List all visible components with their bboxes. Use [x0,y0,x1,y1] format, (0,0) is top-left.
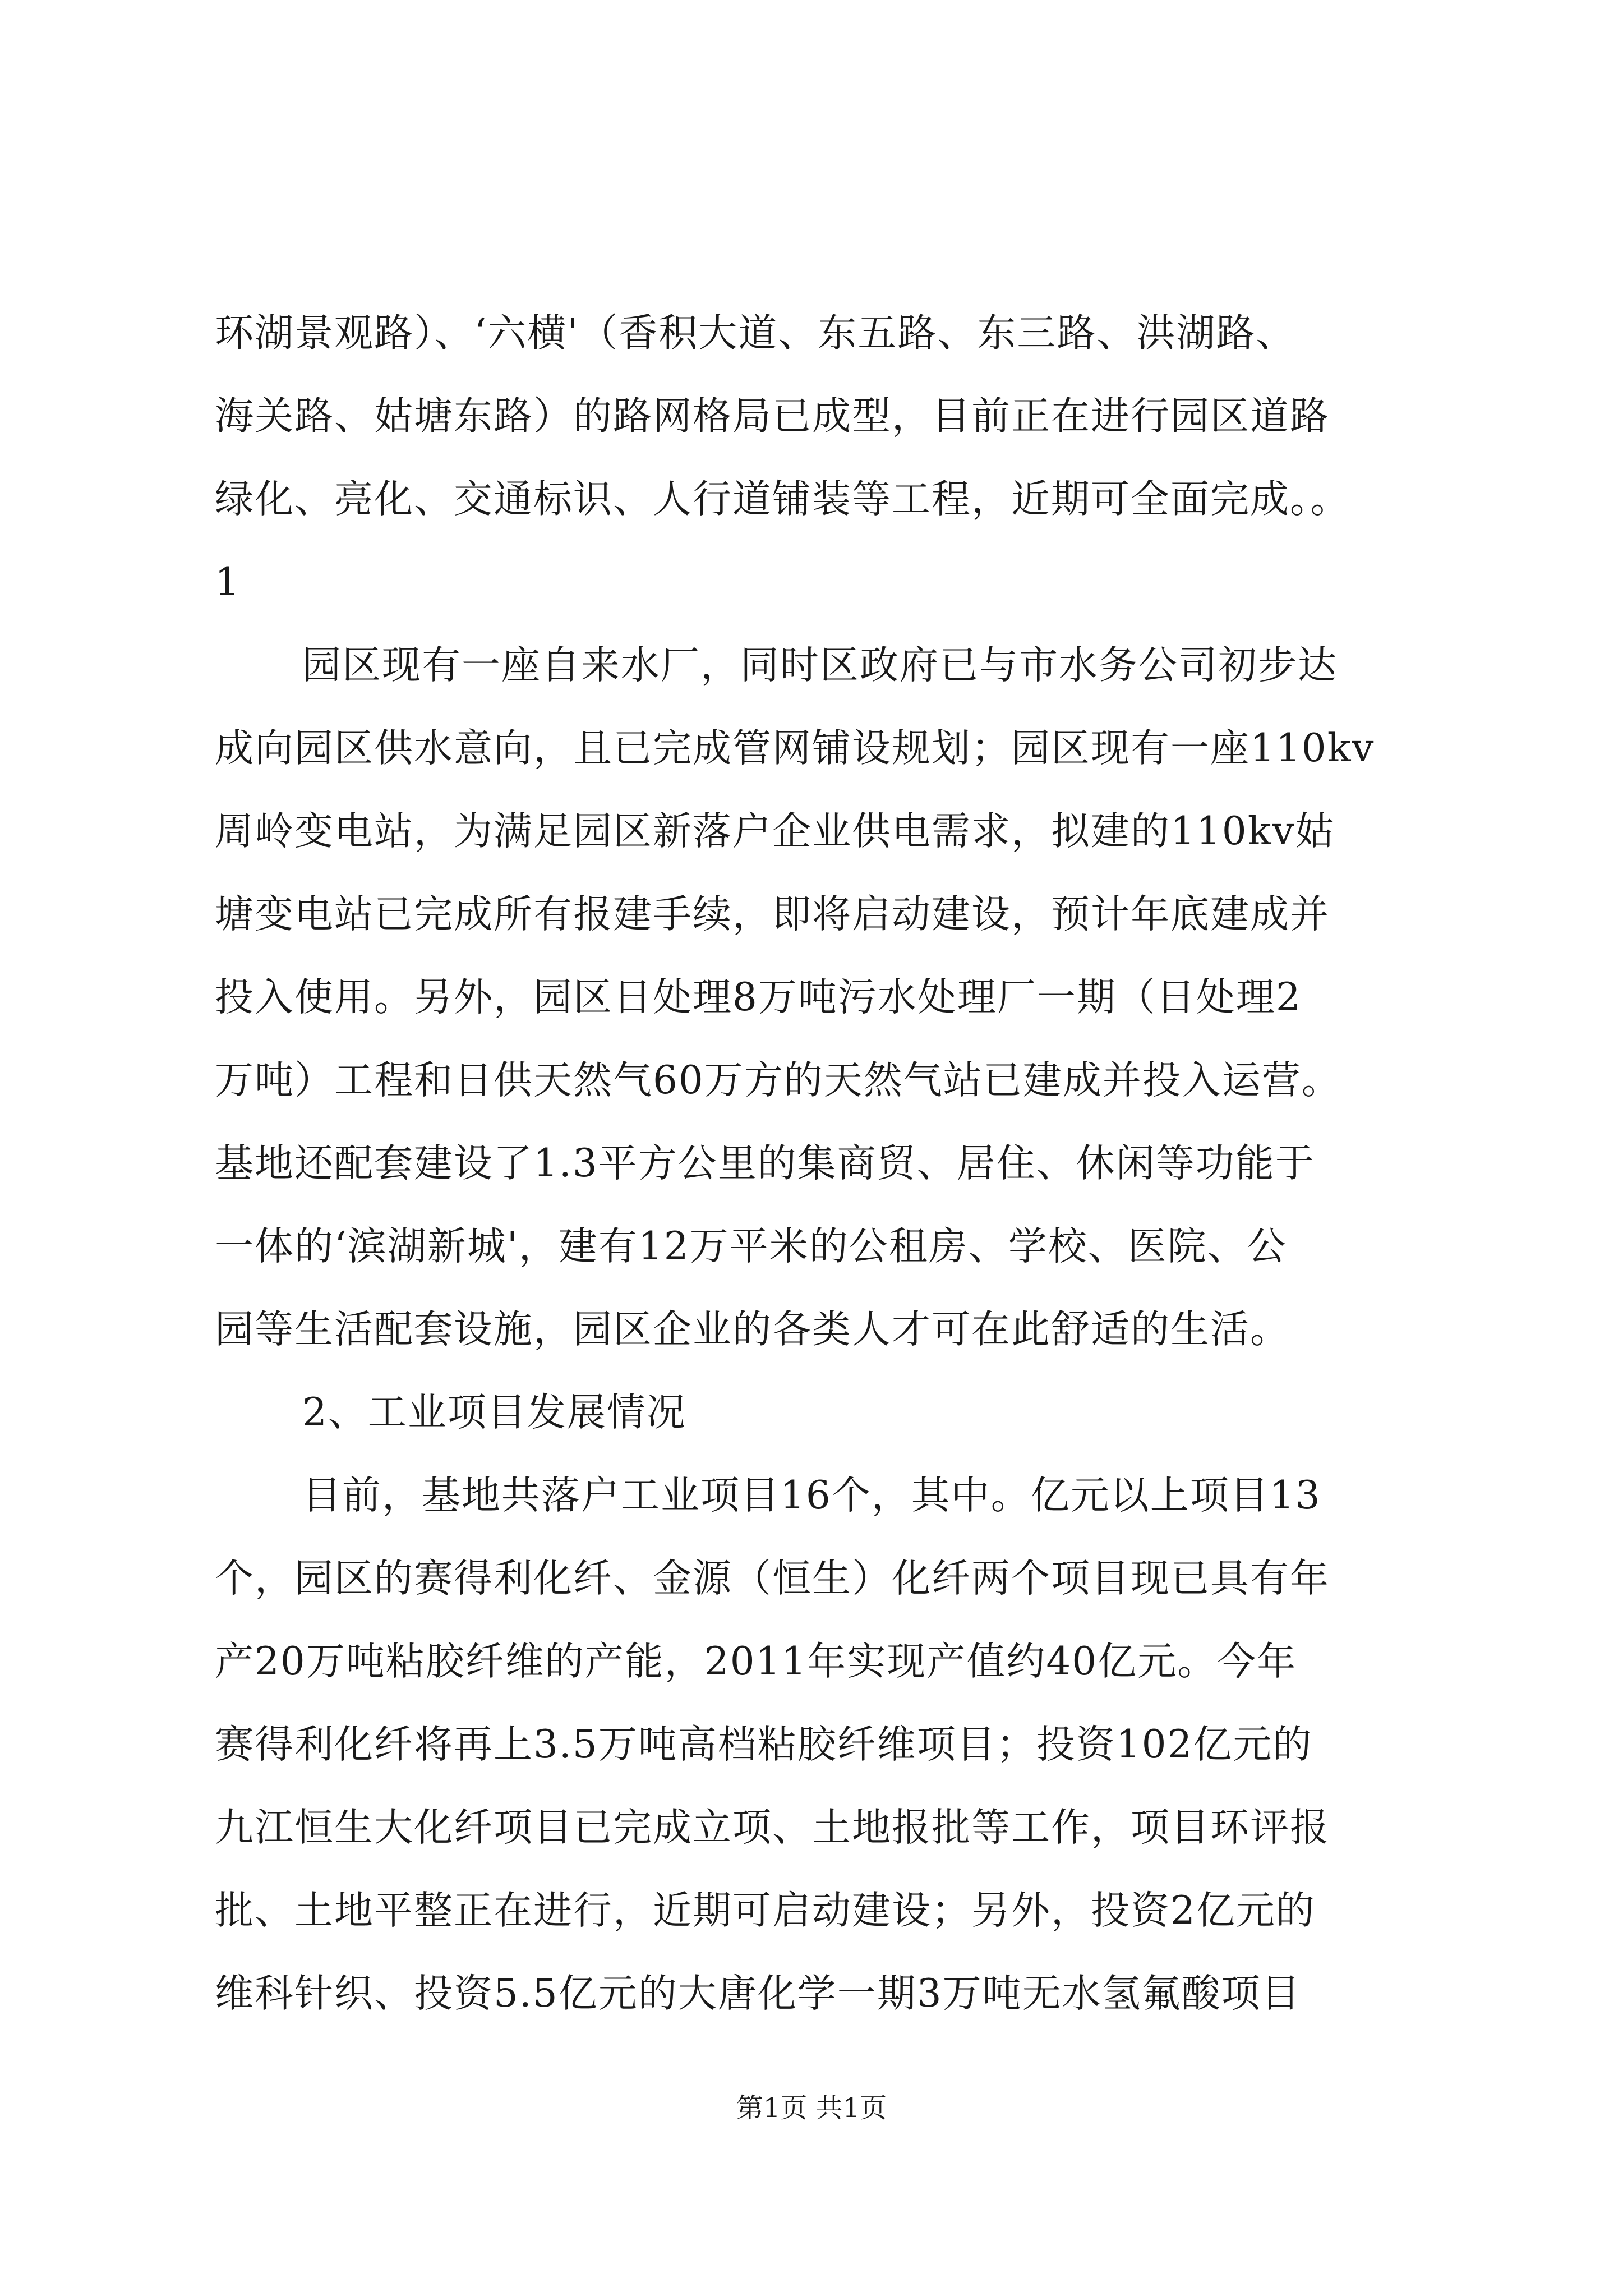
text-line: 九江恒生大化纤项目已完成立项、土地报批等工作，项目环评报 [215,1805,1330,1850]
text-line: 塘变电站已完成所有报建手续，即将启动建设，预计年底建成并 [215,892,1330,937]
page-footer [0,2091,1623,2125]
text-line: 基地还配套建设了1.3平方公里的集商贸、居住、休闲等功能于 [215,1141,1315,1186]
text-line: 目前，基地共落户工业项目16个，其中。亿元以上项目13 [302,1473,1321,1518]
text-line: 产20万吨粘胶纤维的产能，2011年实现产值约40亿元。今年 [215,1639,1297,1684]
page-number-label: 第1页 共1页 [736,2092,887,2124]
text-line: 园等生活配套设施，园区企业的各类人才可在此舒适的生活。 [215,1307,1290,1352]
text-line: 投入使用。另外，园区日处理8万吨污水处理厂一期（日处理2 [215,975,1302,1020]
text-line: 1 [215,560,241,605]
text-line: 环湖景观路）、‘六横'（香积大道、东五路、东三路、洪湖路、 [215,311,1296,356]
section-heading: 2、工业项目发展情况 [302,1390,686,1435]
text-line: 海关路、姑塘东路）的路网格局已成型，目前正在进行园区道路 [215,394,1330,439]
text-line: 赛得利化纤将再上3.5万吨高档粘胶纤维项目；投资102亿元的 [215,1722,1313,1767]
text-line: 批、土地平整正在进行，近期可启动建设；另外，投资2亿元的 [215,1888,1316,1933]
document-body [215,292,1409,2035]
text-line: 成向园区供水意向，且已完成管网铺设规划；园区现有一座110kv [215,726,1375,771]
text-line: 园区现有一座自来水厂，同时区政府已与市水务公司初步达 [302,643,1338,688]
text-line: 一体的‘滨湖新城'，建有12万平米的公租房、学校、医院、公 [215,1224,1287,1269]
text-line: 万吨）工程和日供天然气60万方的天然气站已建成并投入运营。 [215,1058,1341,1103]
text-line: 周岭变电站，为满足园区新落户企业供电需求，拟建的110kv姑 [215,809,1335,854]
text-line: 个，园区的赛得利化纤、金源（恒生）化纤两个项目现已具有年 [215,1556,1330,1601]
text-line: 绿化、亮化、交通标识、人行道铺装等工程，近期可全面完成。。 [215,477,1350,522]
text-line: 维科针织、投资5.5亿元的大唐化学一期3万吨无水氢氟酸项目 [215,1971,1301,2016]
